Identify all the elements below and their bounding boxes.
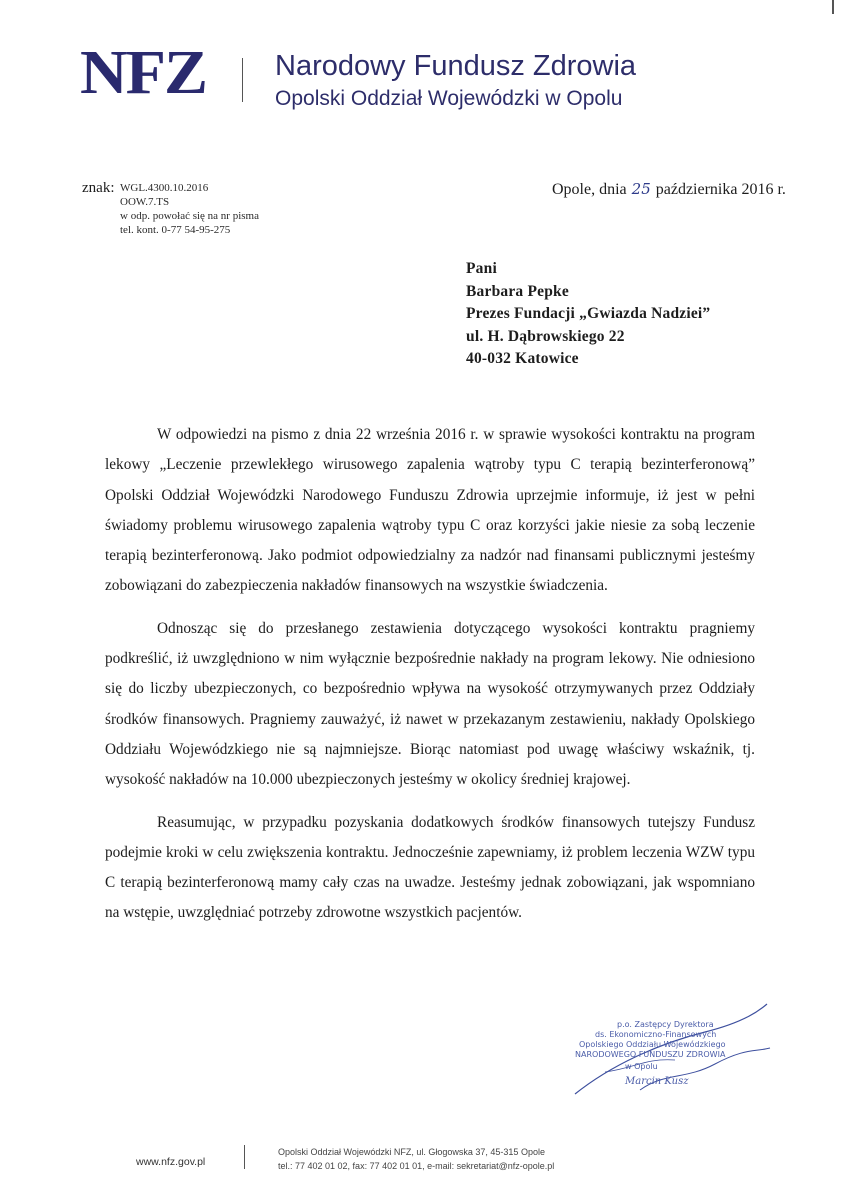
reference-line-unit: OOW.7.TS — [120, 196, 170, 208]
scan-edge-mark — [832, 0, 834, 14]
body-paragraph: Reasumując, w przypadku pozyskania dodatkowych środków finansowych tutejszy Fundusz podejmie kroki w celu zwiększenia kontraktu. Jednocześnie zapewniamy, iż problem leczenia WZW typu C terapią bezinterferonową mamy cały czas na uwadze. Jesteśmy jednak zobowiązani, jak wspomniano na wstępie, uwzględniać potrzeby zdrowotne wszystkich pacjentów. — [105, 813, 755, 922]
nfz-logo: NFZ — [80, 37, 206, 108]
stamp-line-org: NARODOWEGO FUNDUSZU ZDROWIA — [575, 1050, 726, 1059]
signature-stamp — [545, 1002, 775, 1102]
stamp-signatory: Marcin Kusz — [625, 1076, 689, 1087]
footer-divider — [244, 1145, 245, 1169]
stamp-line-role: p.o. Zastępcy Dyrektora — [617, 1020, 714, 1029]
date-prefix: Opole, dnia — [552, 181, 627, 198]
reference-line-phone: tel. kont. 0-77 54-95-275 — [120, 224, 231, 236]
date-line — [552, 180, 786, 199]
footer-address-line: Opolski Oddział Wojewódzki NFZ, ul. Głogowska 37, 45-315 Opole — [278, 1147, 545, 1157]
footer-contact-line: tel.: 77 402 01 02, fax: 77 402 01 01, e-mail: sekretariat@nfz-opole.pl — [278, 1161, 555, 1171]
recipient-salutation: Pani — [466, 260, 497, 277]
reference-label: znak: — [82, 180, 115, 196]
stamp-line-branch: Opolskiego Oddziału Wojewódzkiego — [579, 1040, 726, 1049]
date-suffix: października 2016 r. — [655, 181, 786, 198]
recipient-title: Prezes Fundacji „Gwiazda Nadziei” — [466, 305, 711, 322]
body-paragraph: Odnosząc się do przesłanego zestawienia dotyczącego wysokości kontraktu pragniemy podkreślić, iż uwzględniono w nim wyłącznie bezpośrednie nakłady na program lekowy. Nie odniesiono się do liczby ubezpieczonych, co bezpośrednio wpływa na wysokość otrzymywanych przez Oddziały środków finansowych. Pragniemy zauważyć, iż nawet w przekazanym zestawieniu, nakłady Opolskiego Oddziału Wojewódzkiego nie są najmniejsze. Biorąc natomiast pod uwagę właściwy wskaźnik, tj. wysokość nakładów na 10.000 ubezpieczonych jesteśmy w okolicy średniej krajowej. — [105, 619, 755, 789]
reference-line-note: w odp. powołać się na nr pisma — [120, 210, 259, 222]
body-paragraph: W odpowiedzi na pismo z dnia 22 września 2016 r. w sprawie wysokości kontraktu na program lekowy „Leczenie przewlekłego wirusowego zapalenia wątroby typu C terapią bezinterferonową” Opolski Oddział Wojewódzki Narodowego Funduszu Zdrowia uprzejmie informuje, iż jest w pełni świadomy problemu wirusowego zapalenia wątroby typu C oraz korzyści jakie niesie za sobą leczenie terapią bezinterferonową. Jako podmiot odpowiedzialny za nadzór nad finansami publicznymi jesteśmy zobowiązani do zabezpieczenia nakładów finansowych na wszystkie świadczenia. — [105, 426, 755, 595]
stamp-line-city: w Opolu — [625, 1062, 658, 1071]
reference-line-case: WGL.4300.10.2016 — [120, 182, 209, 194]
recipient-city: 40-032 Katowice — [466, 350, 579, 367]
footer-website: www.nfz.gov.pl — [136, 1156, 206, 1168]
recipient-address — [466, 258, 710, 371]
recipient-name: Barbara Pepke — [466, 282, 569, 300]
recipient-street: ul. H. Dąbrowskiego 22 — [466, 327, 625, 345]
stamp-line-dept: ds. Ekonomiczno-Finansowych — [595, 1030, 717, 1039]
letter-body — [105, 420, 755, 941]
date-day-handwritten: 25 — [631, 180, 651, 198]
org-branch: Opolski Oddział Wojewódzki w Opolu — [275, 87, 623, 110]
header-divider — [242, 58, 243, 102]
org-name: Narodowy Fundusz Zdrowia — [275, 50, 637, 82]
footer-address — [278, 1145, 554, 1173]
